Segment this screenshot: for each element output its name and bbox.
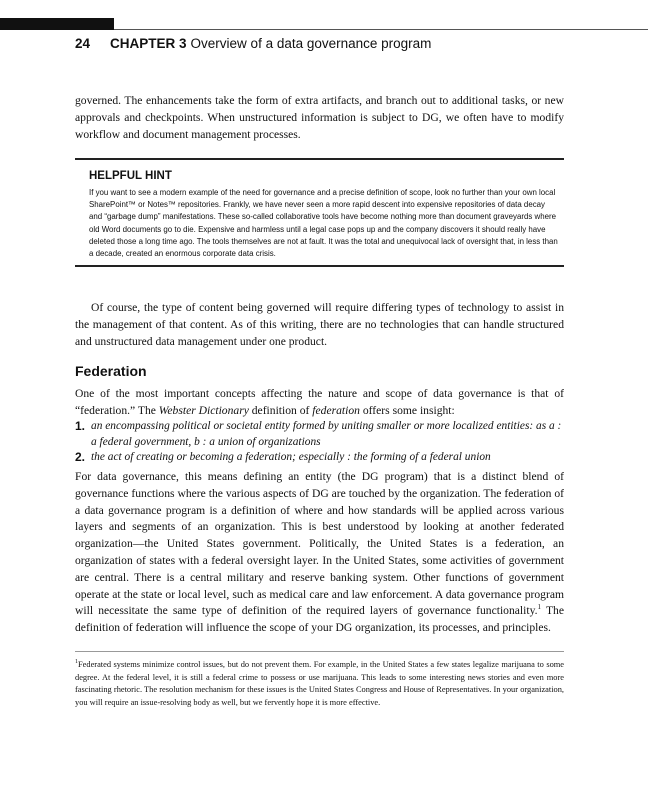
chapter-label: CHAPTER 3 [110, 36, 187, 51]
definition-item [75, 419, 564, 450]
intro-term: federation [312, 403, 360, 417]
chapter-title: Overview of a data governance program [190, 36, 432, 51]
definition-number: 2. [75, 450, 86, 465]
federation-intro-paragraph [75, 386, 564, 420]
intro-paragraph: governed. The enhancements take the form of extra artifacts, and branch out to additional tasks, or new approvals and checkpoints. When unstructured information is subject to DG, we often have to modify workflow and document management processes. [75, 94, 564, 141]
body-text-1: For data governance, this means defining an entity (the DG program) that is a distinct blend of governance functions where the various aspects of DG are touched by the organization. The federation of a data governance program is a definition of where and how standards will be applied across various layers and segments of an organization. This is best understood by looking at another federated organization—the United States government. Politically, the United States is a federation, an organization of states with a federal oversight layer. In the United States, some activities of government are central. There is a central military and reserve banking system. Other functions of government operate at the state or local level, such as medical care and law enforcement. A data governance program will necessitate the same type of definition of the required layers of governance functionality. [75, 470, 564, 618]
intro-text-1: One of the most important concepts affecting the nature and scope of data governance is that of “federation.” The [75, 387, 564, 417]
footnote-text: Federated systems minimize control issues, but do not prevent them. For example, in the United States a few states legalize marijuana to some degree. At the federal level, it is still a federal crime to possess or use marijuana. This leads to some interesting news stories and even more fascinating rhetoric. The resolution mechanism for these issues is the United States Congress and House of Representatives. In your organization, you will require an issue-resolving body as well, but we fervently hope it is more effective. [75, 660, 564, 707]
intro-text-2: definition of [248, 403, 313, 417]
footnote-rule [75, 651, 564, 652]
page-number: 24 [75, 36, 91, 51]
definition-list [75, 419, 564, 466]
section-heading-federation: Federation [75, 363, 147, 379]
header-black-bar [0, 18, 114, 30]
footnote-reference[interactable]: 1 [537, 603, 542, 612]
intro-text-3: offers some insight: [359, 403, 455, 417]
definition-item [75, 450, 564, 466]
footnote [75, 659, 564, 709]
helpful-hint-box [75, 158, 564, 267]
hint-text: If you want to see a modern example of the need for governance and a precise definition of scope, look no further than your own local SharePoint™ or Notes™ repositories. Frankly, we have never seen a more rapid descent into expensive repositories of data decay and “garbage dump” manifestations. These so-called collaborative tools have become nothing more than document graveyards where old Word documents go to die. Expensive and harmless until a legal case pops up and the company discovers it should really have deleted those a long time ago. The tools themselves are not at fault. It was the total and unequivocal lack of oversight that, in less than a decade, created an enormous corporate data crisis. [89, 188, 558, 259]
body-text-2: The definition of federation will influence the scope of your DG organization, its processes, and principles. [75, 604, 564, 635]
definition-text: an encompassing political or societal entity formed by uniting smaller or more localized entities: as a : a federal government, b : a union of organizations [91, 420, 562, 448]
federation-body-paragraph [75, 469, 564, 637]
hint-title: HELPFUL HINT [89, 170, 172, 182]
header-rule [114, 29, 648, 30]
footnote-marker: 1 [75, 659, 78, 666]
definition-text: the act of creating or becoming a federation; especially : the forming of a federal union [91, 451, 491, 464]
running-header [75, 36, 431, 51]
definition-number: 1. [75, 419, 86, 433]
intro-dictionary-name: Webster Dictionary [158, 403, 249, 417]
content-paragraph: Of course, the type of content being governed will require differing types of technology to assist in the management of that content. As of this writing, there are no technologies that can handle structured and unstructured data management under one product. [75, 301, 564, 348]
